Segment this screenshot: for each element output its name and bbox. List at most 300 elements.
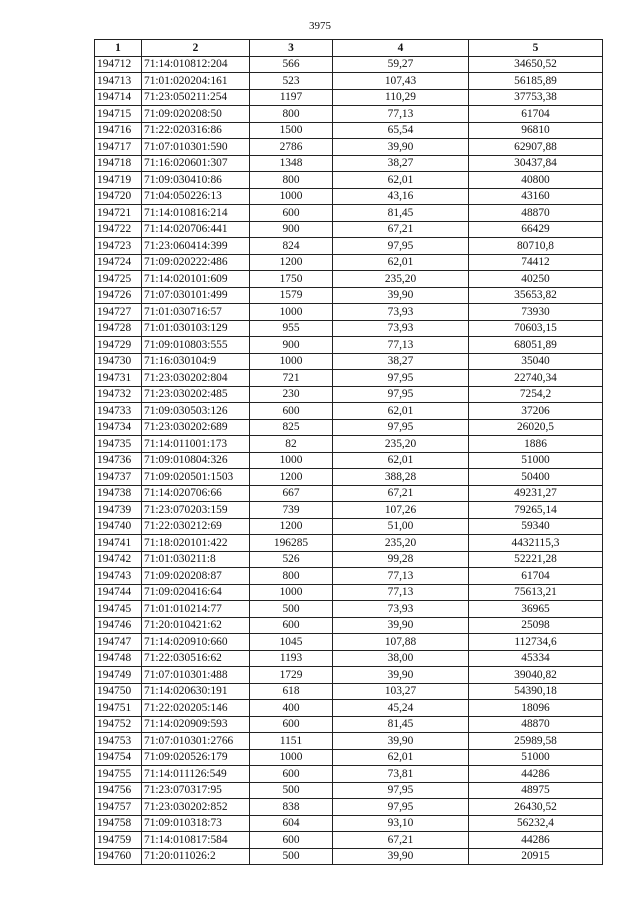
rate-cell: 97,95	[333, 386, 469, 403]
value-cell: 25098	[469, 617, 603, 634]
value-cell: 112734,6	[469, 634, 603, 651]
row-id-cell: 194718	[95, 155, 142, 172]
row-id-cell: 194728	[95, 320, 142, 337]
value-cell: 59340	[469, 518, 603, 535]
cadastral-number-cell: 71:14:011001:173	[142, 436, 250, 453]
area-cell: 667	[250, 485, 333, 502]
area-cell: 500	[250, 782, 333, 799]
row-id-cell: 194745	[95, 601, 142, 618]
table-row	[95, 452, 603, 469]
cadastral-number-cell: 71:22:030212:69	[142, 518, 250, 535]
table-row	[95, 782, 603, 799]
table-row	[95, 403, 603, 420]
rate-cell: 51,00	[333, 518, 469, 535]
row-id-cell: 194741	[95, 535, 142, 552]
rate-cell: 97,95	[333, 419, 469, 436]
value-cell: 37206	[469, 403, 603, 420]
row-id-cell: 194738	[95, 485, 142, 502]
column-header: 5	[469, 40, 603, 57]
row-id-cell: 194724	[95, 254, 142, 271]
table-row	[95, 815, 603, 832]
table-row	[95, 683, 603, 700]
table-row	[95, 155, 603, 172]
row-id-cell: 194751	[95, 700, 142, 717]
cadastral-number-cell: 71:14:020909:593	[142, 716, 250, 733]
table-row	[95, 370, 603, 387]
table-row	[95, 848, 603, 865]
row-id-cell: 194713	[95, 73, 142, 90]
cadastral-number-cell: 71:07:010301:590	[142, 139, 250, 156]
cadastral-number-cell: 71:23:030202:804	[142, 370, 250, 387]
cadastral-number-cell: 71:04:050226:13	[142, 188, 250, 205]
area-cell: 1193	[250, 650, 333, 667]
area-cell: 600	[250, 716, 333, 733]
value-cell: 51000	[469, 452, 603, 469]
cadastral-number-cell: 71:01:030103:129	[142, 320, 250, 337]
rate-cell: 38,27	[333, 155, 469, 172]
table-row	[95, 205, 603, 222]
table-row	[95, 799, 603, 816]
area-cell: 1750	[250, 271, 333, 288]
row-id-cell: 194721	[95, 205, 142, 222]
row-id-cell: 194760	[95, 848, 142, 865]
rate-cell: 62,01	[333, 254, 469, 271]
cadastral-number-cell: 71:22:020316:86	[142, 122, 250, 139]
row-id-cell: 194715	[95, 106, 142, 123]
rate-cell: 77,13	[333, 106, 469, 123]
area-cell: 1000	[250, 353, 333, 370]
area-cell: 1000	[250, 584, 333, 601]
row-id-cell: 194754	[95, 749, 142, 766]
rate-cell: 235,20	[333, 271, 469, 288]
value-cell: 80710,8	[469, 238, 603, 255]
table-row	[95, 172, 603, 189]
row-id-cell: 194732	[95, 386, 142, 403]
area-cell: 600	[250, 205, 333, 222]
area-cell: 838	[250, 799, 333, 816]
cadastral-number-cell: 71:14:020910:660	[142, 634, 250, 651]
table-row	[95, 617, 603, 634]
row-id-cell: 194759	[95, 832, 142, 849]
value-cell: 61704	[469, 106, 603, 123]
rate-cell: 39,90	[333, 287, 469, 304]
table-header-row	[95, 40, 603, 57]
table-row	[95, 716, 603, 733]
rate-cell: 235,20	[333, 535, 469, 552]
table-row	[95, 568, 603, 585]
table-row	[95, 73, 603, 90]
cadastral-number-cell: 71:07:030101:499	[142, 287, 250, 304]
cadastral-number-cell: 71:09:020208:50	[142, 106, 250, 123]
row-id-cell: 194734	[95, 419, 142, 436]
cadastral-number-cell: 71:09:020526:179	[142, 749, 250, 766]
value-cell: 7254,2	[469, 386, 603, 403]
rate-cell: 38,00	[333, 650, 469, 667]
row-id-cell: 194726	[95, 287, 142, 304]
rate-cell: 73,81	[333, 766, 469, 783]
cadastral-number-cell: 71:16:020601:307	[142, 155, 250, 172]
column-header: 3	[250, 40, 333, 57]
value-cell: 22740,34	[469, 370, 603, 387]
value-cell: 20915	[469, 848, 603, 865]
rate-cell: 103,27	[333, 683, 469, 700]
row-id-cell: 194744	[95, 584, 142, 601]
cadastral-number-cell: 71:23:050211:254	[142, 89, 250, 106]
area-cell: 1197	[250, 89, 333, 106]
row-id-cell: 194722	[95, 221, 142, 238]
table-row	[95, 733, 603, 750]
row-id-cell: 194742	[95, 551, 142, 568]
rate-cell: 235,20	[333, 436, 469, 453]
value-cell: 35653,82	[469, 287, 603, 304]
area-cell: 1000	[250, 304, 333, 321]
row-id-cell: 194720	[95, 188, 142, 205]
cadastral-number-cell: 71:14:020630:191	[142, 683, 250, 700]
table-row	[95, 238, 603, 255]
area-cell: 523	[250, 73, 333, 90]
value-cell: 49231,27	[469, 485, 603, 502]
area-cell: 800	[250, 106, 333, 123]
rate-cell: 39,90	[333, 617, 469, 634]
data-table	[94, 39, 603, 865]
value-cell: 61704	[469, 568, 603, 585]
area-cell: 526	[250, 551, 333, 568]
table-row	[95, 419, 603, 436]
table-row	[95, 650, 603, 667]
area-cell: 566	[250, 56, 333, 73]
value-cell: 74412	[469, 254, 603, 271]
rate-cell: 81,45	[333, 205, 469, 222]
row-id-cell: 194727	[95, 304, 142, 321]
table-row	[95, 436, 603, 453]
value-cell: 48870	[469, 205, 603, 222]
value-cell: 26430,52	[469, 799, 603, 816]
table-row	[95, 353, 603, 370]
rate-cell: 67,21	[333, 221, 469, 238]
value-cell: 44286	[469, 766, 603, 783]
value-cell: 79265,14	[469, 502, 603, 519]
row-id-cell: 194737	[95, 469, 142, 486]
area-cell: 739	[250, 502, 333, 519]
rate-cell: 388,28	[333, 469, 469, 486]
table-body	[95, 56, 603, 865]
value-cell: 62907,88	[469, 139, 603, 156]
area-cell: 600	[250, 832, 333, 849]
area-cell: 1000	[250, 452, 333, 469]
table-row	[95, 551, 603, 568]
area-cell: 600	[250, 403, 333, 420]
cadastral-number-cell: 71:09:020222:486	[142, 254, 250, 271]
table-row	[95, 749, 603, 766]
rate-cell: 77,13	[333, 337, 469, 354]
cadastral-number-cell: 71:09:020416:64	[142, 584, 250, 601]
value-cell: 45334	[469, 650, 603, 667]
area-cell: 618	[250, 683, 333, 700]
rate-cell: 45,24	[333, 700, 469, 717]
rate-cell: 110,29	[333, 89, 469, 106]
area-cell: 721	[250, 370, 333, 387]
row-id-cell: 194749	[95, 667, 142, 684]
column-header: 1	[95, 40, 142, 57]
cadastral-number-cell: 71:09:010318:73	[142, 815, 250, 832]
value-cell: 73930	[469, 304, 603, 321]
cadastral-number-cell: 71:09:020501:1503	[142, 469, 250, 486]
column-header: 4	[333, 40, 469, 57]
value-cell: 51000	[469, 749, 603, 766]
row-id-cell: 194719	[95, 172, 142, 189]
cadastral-number-cell: 71:09:030410:86	[142, 172, 250, 189]
row-id-cell: 194716	[95, 122, 142, 139]
table-row	[95, 832, 603, 849]
table-row	[95, 535, 603, 552]
cadastral-number-cell: 71:07:010301:2766	[142, 733, 250, 750]
row-id-cell: 194723	[95, 238, 142, 255]
row-id-cell: 194740	[95, 518, 142, 535]
row-id-cell: 194733	[95, 403, 142, 420]
cadastral-number-cell: 71:14:011126:549	[142, 766, 250, 783]
rate-cell: 77,13	[333, 584, 469, 601]
row-id-cell: 194747	[95, 634, 142, 651]
table-row	[95, 386, 603, 403]
row-id-cell: 194731	[95, 370, 142, 387]
table-row	[95, 601, 603, 618]
value-cell: 56232,4	[469, 815, 603, 832]
value-cell: 39040,82	[469, 667, 603, 684]
area-cell: 900	[250, 221, 333, 238]
area-cell: 1000	[250, 188, 333, 205]
row-id-cell: 194730	[95, 353, 142, 370]
row-id-cell: 194753	[95, 733, 142, 750]
rate-cell: 67,21	[333, 485, 469, 502]
value-cell: 30437,84	[469, 155, 603, 172]
area-cell: 400	[250, 700, 333, 717]
cadastral-number-cell: 71:22:020205:146	[142, 700, 250, 717]
cadastral-number-cell: 71:09:030503:126	[142, 403, 250, 420]
area-cell: 825	[250, 419, 333, 436]
table-row	[95, 502, 603, 519]
cadastral-number-cell: 71:14:020706:441	[142, 221, 250, 238]
table-row	[95, 469, 603, 486]
cadastral-number-cell: 71:18:020101:422	[142, 535, 250, 552]
area-cell: 1151	[250, 733, 333, 750]
cadastral-number-cell: 71:16:030104:9	[142, 353, 250, 370]
area-cell: 900	[250, 337, 333, 354]
area-cell: 800	[250, 172, 333, 189]
row-id-cell: 194717	[95, 139, 142, 156]
table-row	[95, 337, 603, 354]
table-row	[95, 106, 603, 123]
table-row	[95, 667, 603, 684]
row-id-cell: 194756	[95, 782, 142, 799]
area-cell: 1200	[250, 518, 333, 535]
table-row	[95, 89, 603, 106]
cadastral-number-cell: 71:23:030202:689	[142, 419, 250, 436]
area-cell: 1200	[250, 469, 333, 486]
value-cell: 37753,38	[469, 89, 603, 106]
cadastral-number-cell: 71:09:020208:87	[142, 568, 250, 585]
cadastral-number-cell: 71:20:010421:62	[142, 617, 250, 634]
value-cell: 48975	[469, 782, 603, 799]
cadastral-number-cell: 71:14:010817:584	[142, 832, 250, 849]
rate-cell: 62,01	[333, 749, 469, 766]
value-cell: 18096	[469, 700, 603, 717]
table-row	[95, 700, 603, 717]
area-cell: 1348	[250, 155, 333, 172]
table-row	[95, 188, 603, 205]
rate-cell: 93,10	[333, 815, 469, 832]
rate-cell: 73,93	[333, 320, 469, 337]
rate-cell: 77,13	[333, 568, 469, 585]
value-cell: 26020,5	[469, 419, 603, 436]
rate-cell: 43,16	[333, 188, 469, 205]
row-id-cell: 194729	[95, 337, 142, 354]
value-cell: 1886	[469, 436, 603, 453]
column-header: 2	[142, 40, 250, 57]
row-id-cell: 194748	[95, 650, 142, 667]
area-cell: 1200	[250, 254, 333, 271]
value-cell: 68051,89	[469, 337, 603, 354]
row-id-cell: 194757	[95, 799, 142, 816]
value-cell: 54390,18	[469, 683, 603, 700]
table-row	[95, 271, 603, 288]
value-cell: 75613,21	[469, 584, 603, 601]
cadastral-number-cell: 71:22:030516:62	[142, 650, 250, 667]
value-cell: 40800	[469, 172, 603, 189]
rate-cell: 107,26	[333, 502, 469, 519]
table-row	[95, 254, 603, 271]
cadastral-number-cell: 71:09:010804:326	[142, 452, 250, 469]
cadastral-number-cell: 71:09:010803:555	[142, 337, 250, 354]
rate-cell: 97,95	[333, 782, 469, 799]
value-cell: 66429	[469, 221, 603, 238]
rate-cell: 39,90	[333, 139, 469, 156]
cadastral-number-cell: 71:14:010812:204	[142, 56, 250, 73]
rate-cell: 97,95	[333, 799, 469, 816]
cadastral-number-cell: 71:20:011026:2	[142, 848, 250, 865]
rate-cell: 39,90	[333, 733, 469, 750]
row-id-cell: 194743	[95, 568, 142, 585]
page-number: 3975	[309, 20, 331, 32]
row-id-cell: 194725	[95, 271, 142, 288]
value-cell: 48870	[469, 716, 603, 733]
area-cell: 955	[250, 320, 333, 337]
table-row	[95, 766, 603, 783]
cadastral-number-cell: 71:14:020706:66	[142, 485, 250, 502]
rate-cell: 39,90	[333, 667, 469, 684]
table-row	[95, 56, 603, 73]
rate-cell: 97,95	[333, 370, 469, 387]
row-id-cell: 194739	[95, 502, 142, 519]
table-row	[95, 139, 603, 156]
rate-cell: 73,93	[333, 304, 469, 321]
row-id-cell: 194746	[95, 617, 142, 634]
area-cell: 604	[250, 815, 333, 832]
table-row	[95, 518, 603, 535]
area-cell: 500	[250, 601, 333, 618]
row-id-cell: 194758	[95, 815, 142, 832]
area-cell: 82	[250, 436, 333, 453]
area-cell: 1000	[250, 749, 333, 766]
cadastral-number-cell: 71:23:070203:159	[142, 502, 250, 519]
value-cell: 40250	[469, 271, 603, 288]
cadastral-number-cell: 71:07:010301:488	[142, 667, 250, 684]
row-id-cell: 194712	[95, 56, 142, 73]
row-id-cell: 194755	[95, 766, 142, 783]
value-cell: 4432115,3	[469, 535, 603, 552]
rate-cell: 39,90	[333, 848, 469, 865]
rate-cell: 107,88	[333, 634, 469, 651]
value-cell: 35040	[469, 353, 603, 370]
row-id-cell: 194736	[95, 452, 142, 469]
cadastral-number-cell: 71:01:010214:77	[142, 601, 250, 618]
rate-cell: 99,28	[333, 551, 469, 568]
rate-cell: 97,95	[333, 238, 469, 255]
rate-cell: 62,01	[333, 452, 469, 469]
value-cell: 56185,89	[469, 73, 603, 90]
rate-cell: 62,01	[333, 403, 469, 420]
area-cell: 1729	[250, 667, 333, 684]
rate-cell: 59,27	[333, 56, 469, 73]
rate-cell: 107,43	[333, 73, 469, 90]
area-cell: 230	[250, 386, 333, 403]
row-id-cell: 194735	[95, 436, 142, 453]
rate-cell: 38,27	[333, 353, 469, 370]
area-cell: 500	[250, 848, 333, 865]
value-cell: 44286	[469, 832, 603, 849]
cadastral-number-cell: 71:01:020204:161	[142, 73, 250, 90]
value-cell: 25989,58	[469, 733, 603, 750]
table-row	[95, 634, 603, 651]
area-cell: 1579	[250, 287, 333, 304]
cadastral-number-cell: 71:01:030716:57	[142, 304, 250, 321]
area-cell: 824	[250, 238, 333, 255]
cadastral-number-cell: 71:23:030202:852	[142, 799, 250, 816]
rate-cell: 62,01	[333, 172, 469, 189]
cadastral-number-cell: 71:01:030211:8	[142, 551, 250, 568]
value-cell: 96810	[469, 122, 603, 139]
area-cell: 600	[250, 766, 333, 783]
rate-cell: 65,54	[333, 122, 469, 139]
table-row	[95, 584, 603, 601]
rate-cell: 73,93	[333, 601, 469, 618]
table-row	[95, 221, 603, 238]
rate-cell: 81,45	[333, 716, 469, 733]
area-cell: 1500	[250, 122, 333, 139]
area-cell: 196285	[250, 535, 333, 552]
row-id-cell: 194750	[95, 683, 142, 700]
value-cell: 43160	[469, 188, 603, 205]
value-cell: 34650,52	[469, 56, 603, 73]
cadastral-number-cell: 71:14:020101:609	[142, 271, 250, 288]
rate-cell: 67,21	[333, 832, 469, 849]
value-cell: 36965	[469, 601, 603, 618]
row-id-cell: 194752	[95, 716, 142, 733]
cadastral-number-cell: 71:23:030202:485	[142, 386, 250, 403]
value-cell: 70603,15	[469, 320, 603, 337]
table-row	[95, 304, 603, 321]
area-cell: 800	[250, 568, 333, 585]
cadastral-number-cell: 71:14:010816:214	[142, 205, 250, 222]
table-row	[95, 122, 603, 139]
table-row	[95, 320, 603, 337]
row-id-cell: 194714	[95, 89, 142, 106]
area-cell: 600	[250, 617, 333, 634]
area-cell: 1045	[250, 634, 333, 651]
area-cell: 2786	[250, 139, 333, 156]
table-row	[95, 485, 603, 502]
value-cell: 52221,28	[469, 551, 603, 568]
cadastral-number-cell: 71:23:060414:399	[142, 238, 250, 255]
